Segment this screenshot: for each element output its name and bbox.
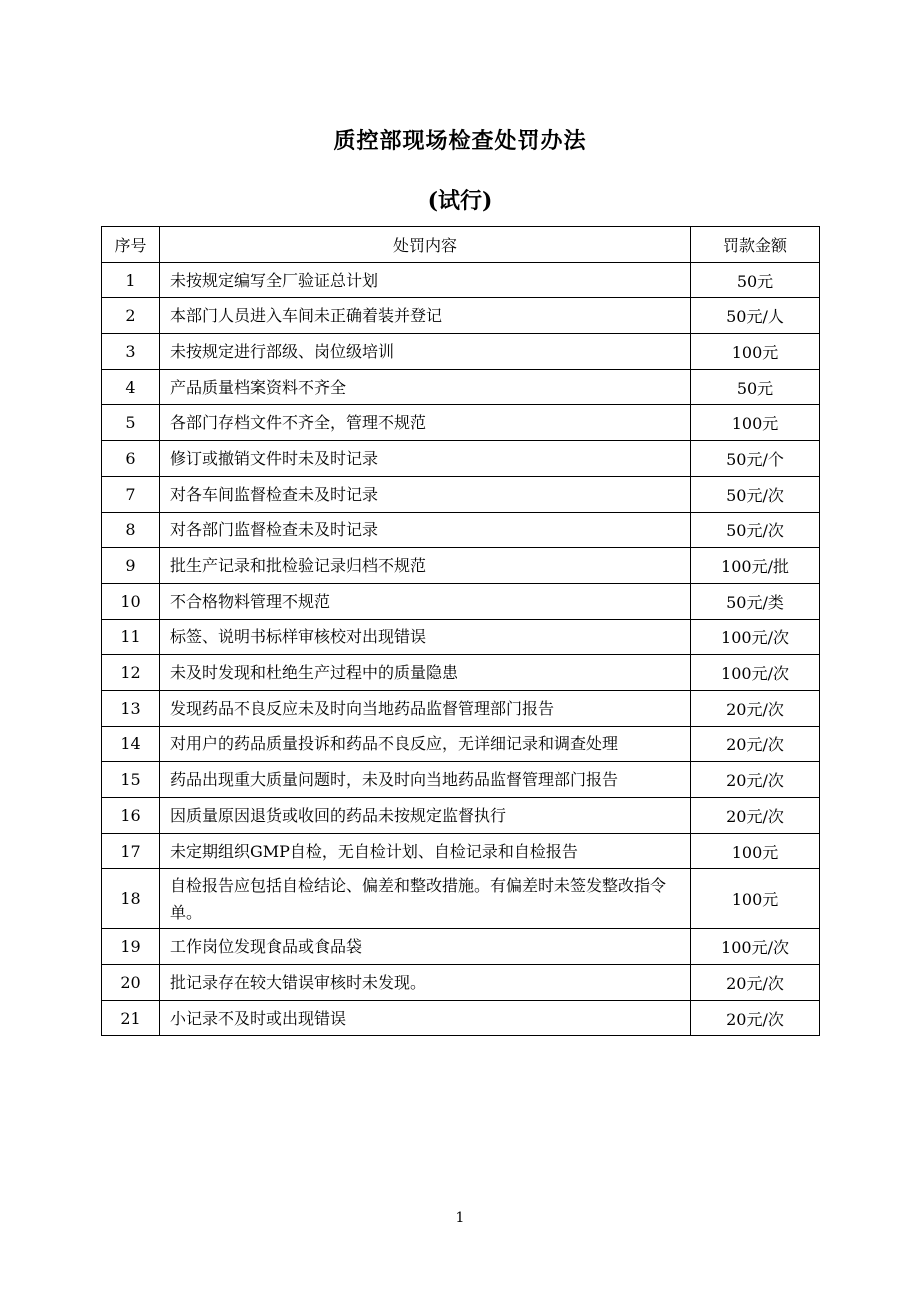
- row-number: 15: [102, 762, 160, 798]
- row-number: 7: [102, 476, 160, 512]
- row-number: 11: [102, 619, 160, 655]
- row-number: 4: [102, 369, 160, 405]
- row-content: 未及时发现和杜绝生产过程中的质量隐患: [160, 655, 691, 691]
- header-no: 序号: [102, 227, 160, 263]
- row-content: 小记录不及时或出现错误: [160, 1000, 691, 1036]
- table-header-row: [102, 227, 820, 263]
- row-number: 13: [102, 690, 160, 726]
- row-content: 因质量原因退货或收回的药品未按规定监督执行: [160, 798, 691, 834]
- row-content: 不合格物料管理不规范: [160, 583, 691, 619]
- penalty-table: [101, 226, 820, 1036]
- row-content: 未定期组织GMP自检，无自检计划、自检记录和自检报告: [160, 833, 691, 869]
- row-amount: 50元/次: [691, 476, 820, 512]
- table-row: [102, 369, 820, 405]
- table-row: [102, 929, 820, 965]
- row-amount: 100元: [691, 334, 820, 370]
- row-number: 10: [102, 583, 160, 619]
- row-number: 5: [102, 405, 160, 441]
- row-amount: 20元/次: [691, 762, 820, 798]
- table-row: [102, 512, 820, 548]
- row-number: 2: [102, 298, 160, 334]
- row-content: 修订或撤销文件时未及时记录: [160, 441, 691, 477]
- row-content: 批生产记录和批检验记录归档不规范: [160, 548, 691, 584]
- row-amount: 20元/次: [691, 965, 820, 1001]
- row-content: 对用户的药品质量投诉和药品不良反应，无详细记录和调查处理: [160, 726, 691, 762]
- row-amount: 20元/次: [691, 690, 820, 726]
- row-amount: 50元: [691, 369, 820, 405]
- page-number: 1: [455, 1210, 465, 1226]
- row-amount: 50元/人: [691, 298, 820, 334]
- row-number: 9: [102, 548, 160, 584]
- table-row: [102, 690, 820, 726]
- row-amount: 100元: [691, 833, 820, 869]
- row-number: 1: [102, 262, 160, 298]
- table-row: [102, 762, 820, 798]
- table-row: [102, 655, 820, 691]
- row-number: 3: [102, 334, 160, 370]
- row-content: 标签、说明书标样审核校对出现错误: [160, 619, 691, 655]
- row-number: 19: [102, 929, 160, 965]
- header-amount: 罚款金额: [691, 227, 820, 263]
- row-amount: 20元/次: [691, 726, 820, 762]
- table-row: [102, 405, 820, 441]
- row-content: 自检报告应包括自检结论、偏差和整改措施。有偏差时未签发整改指令单。: [160, 869, 691, 929]
- table-row: [102, 965, 820, 1001]
- header-content: 处罚内容: [160, 227, 691, 263]
- table-row: [102, 833, 820, 869]
- table-row: [102, 726, 820, 762]
- row-amount: 100元/次: [691, 655, 820, 691]
- row-content: 产品质量档案资料不齐全: [160, 369, 691, 405]
- table-row: [102, 869, 820, 929]
- row-amount: 50元/类: [691, 583, 820, 619]
- table-row: [102, 262, 820, 298]
- row-content: 工作岗位发现食品或食品袋: [160, 929, 691, 965]
- row-amount: 20元/次: [691, 798, 820, 834]
- table-row: [102, 334, 820, 370]
- table-row: [102, 583, 820, 619]
- table-row: [102, 548, 820, 584]
- row-amount: 100元: [691, 405, 820, 441]
- table-row: [102, 798, 820, 834]
- row-content: 对各部门监督检查未及时记录: [160, 512, 691, 548]
- document-subtitle: (试行): [427, 188, 493, 214]
- row-number: 21: [102, 1000, 160, 1036]
- table-row: [102, 298, 820, 334]
- row-content: 本部门人员进入车间未正确着装并登记: [160, 298, 691, 334]
- row-content: 批记录存在较大错误审核时未发现。: [160, 965, 691, 1001]
- document-title: 质控部现场检查处罚办法: [333, 128, 587, 154]
- table-row: [102, 619, 820, 655]
- row-amount: 100元/批: [691, 548, 820, 584]
- row-content: 对各车间监督检查未及时记录: [160, 476, 691, 512]
- row-number: 20: [102, 965, 160, 1001]
- row-number: 17: [102, 833, 160, 869]
- table-row: [102, 1000, 820, 1036]
- row-number: 12: [102, 655, 160, 691]
- row-amount: 100元/次: [691, 929, 820, 965]
- row-number: 16: [102, 798, 160, 834]
- row-amount: 20元/次: [691, 1000, 820, 1036]
- row-amount: 100元: [691, 869, 820, 929]
- row-content: 药品出现重大质量问题时，未及时向当地药品监督管理部门报告: [160, 762, 691, 798]
- row-content: 发现药品不良反应未及时向当地药品监督管理部门报告: [160, 690, 691, 726]
- row-content: 未按规定编写全厂验证总计划: [160, 262, 691, 298]
- table-row: [102, 476, 820, 512]
- row-number: 14: [102, 726, 160, 762]
- table-row: [102, 441, 820, 477]
- row-amount: 50元: [691, 262, 820, 298]
- row-content: 各部门存档文件不齐全，管理不规范: [160, 405, 691, 441]
- row-amount: 50元/个: [691, 441, 820, 477]
- row-number: 18: [102, 869, 160, 929]
- row-content: 未按规定进行部级、岗位级培训: [160, 334, 691, 370]
- row-amount: 50元/次: [691, 512, 820, 548]
- row-number: 8: [102, 512, 160, 548]
- row-number: 6: [102, 441, 160, 477]
- row-amount: 100元/次: [691, 619, 820, 655]
